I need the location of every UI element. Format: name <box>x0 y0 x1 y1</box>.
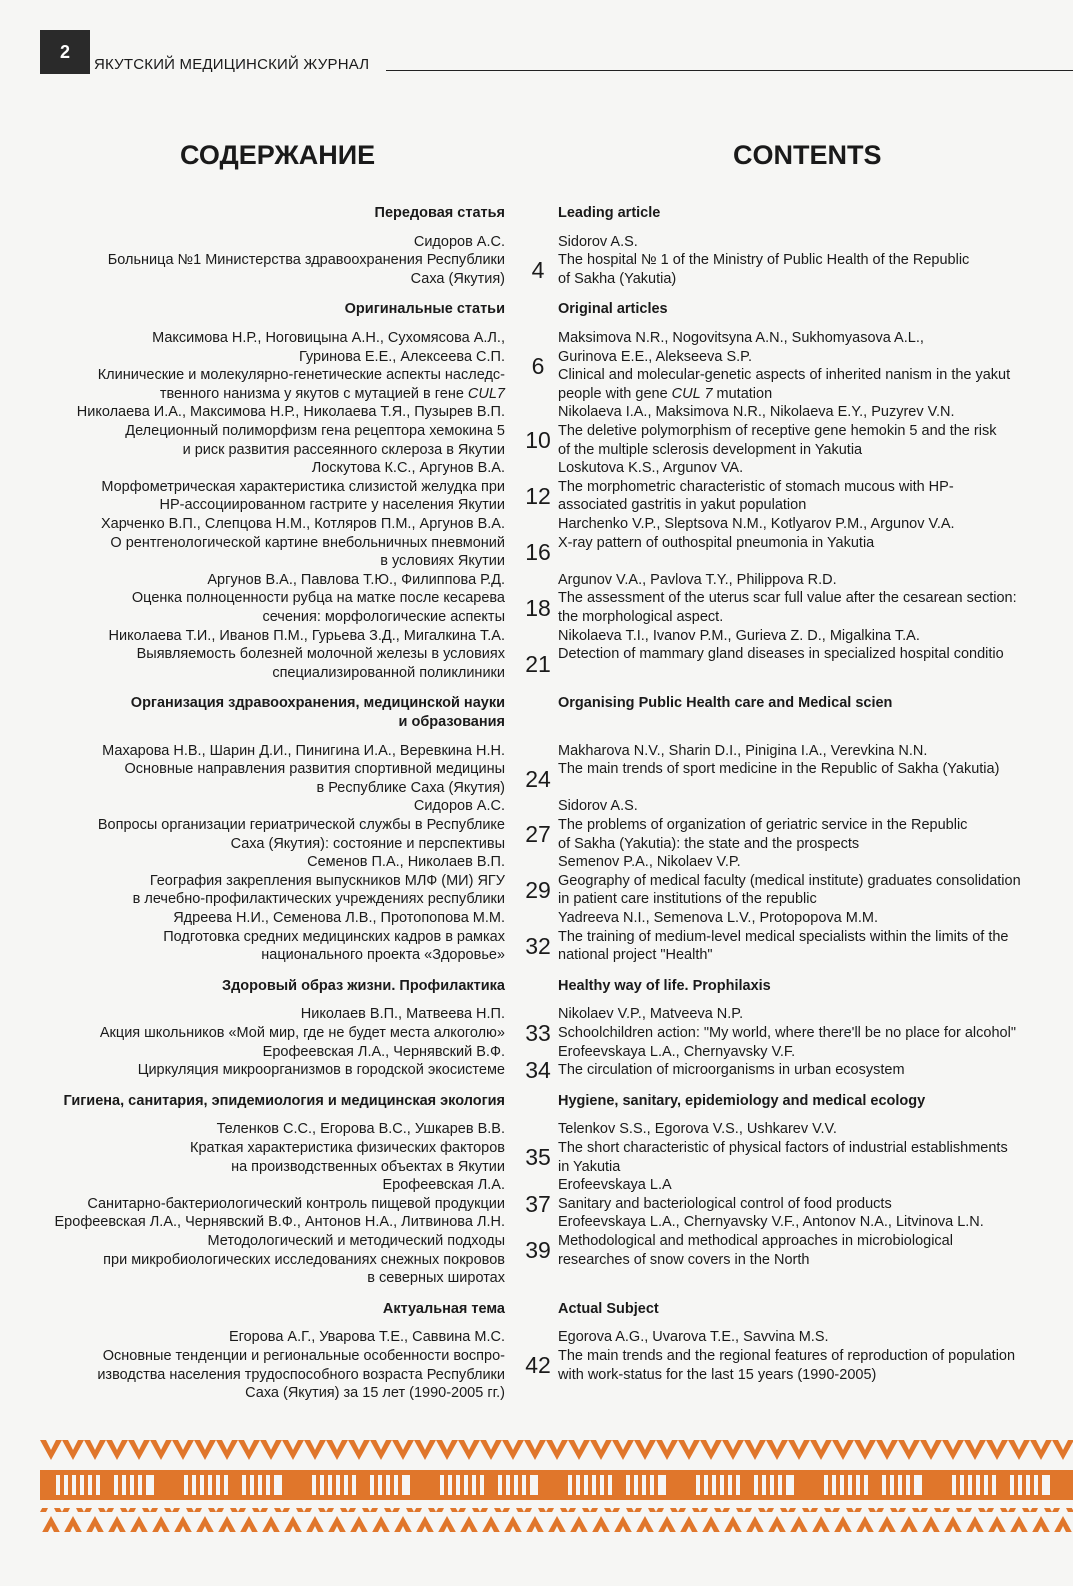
section-title-ru: Здоровый образ жизни. Профилактика <box>222 977 505 994</box>
entry-title-en: Methodological and methodical approaches in microbiological <box>558 1233 953 1249</box>
header-rule <box>386 70 1073 71</box>
entry-authors-en: Erofeevskaya L.A <box>558 1177 672 1194</box>
entry-authors-ru: Николаева Т.И., Иванов П.М., Гурьева З.Д., Мигалкина Т.А. <box>108 627 505 644</box>
entry-authors-en: Loskutova K.S., Argunov VA. <box>558 460 744 477</box>
gene-name: CUL7 <box>467 385 505 402</box>
entry-title-en: associated gastritis in yakut population <box>558 497 807 514</box>
entry-title-ru: НР-ассоциированном гастрите у населения Якутии <box>159 497 505 514</box>
entry-title-en: The main trends and the regional features of reproduction of population <box>558 1348 1016 1364</box>
entry-authors-ru: Сидоров А.С. <box>413 233 505 250</box>
entry-title-ru: Методологический и методический подходы <box>207 1233 505 1249</box>
entry-authors-ru: Николаева И.А., Максимова Н.Р., Николаева Т.Я., Пузырев В.П. <box>76 404 505 421</box>
entry-title-en: The circulation of microorganisms in urban ecosystem <box>558 1062 905 1079</box>
section-title-en: Organising Public Health care and Medical scien <box>558 695 893 712</box>
page-number-ref: 37 <box>525 1190 551 1217</box>
section-title-en: Healthy way of life. Prophilaxis <box>558 977 771 994</box>
entry-title-ru: при микробиологических исследованиях снежных покровов <box>103 1251 505 1268</box>
entry-authors-en: Erofeevskaya L.A., Chernyavsky V.F., Antonov N.A., Litvinova L.N. <box>558 1214 984 1231</box>
entry-title-ru: Делеционный полиморфизм гена рецептора хемокина 5 <box>125 423 505 439</box>
page-number-ref: 35 <box>525 1144 551 1171</box>
entry-authors-ru: Ерофеевская Л.А., Чернявский В.Ф., Антонов Н.А., Литвинова Л.Н. <box>54 1214 505 1231</box>
entry-title-ru: в условиях Якутии <box>380 553 505 570</box>
entry-title-ru: Клинические и молекулярно-генетические аспекты наследс- <box>97 367 505 384</box>
entry-authors-en: Sidorov A.S. <box>558 233 638 250</box>
entry-authors-ru: Ядреева Н.И., Семенова Л.В., Протопопова М.М. <box>173 910 505 926</box>
entry-authors-ru: Ерофеевская Л.А. <box>382 1177 505 1194</box>
page-number-ref: 42 <box>525 1352 551 1379</box>
entry-title-ru: и риск развития рассеянного склероза в Якутии <box>182 441 505 458</box>
entry-title-en: The short characteristic of physical factors of industrial establishments <box>558 1140 1008 1156</box>
entry-title-en: researches of snow covers in the North <box>558 1251 810 1268</box>
page-number-ref: 34 <box>525 1057 551 1084</box>
entry-authors-ru: Харченко В.П., Слепцова Н.М., Котляров П.М., Аргунов В.А. <box>100 516 505 532</box>
section-title-ru: Передовая статья <box>374 205 505 221</box>
section-title-ru: Актуальная тема <box>382 1300 505 1317</box>
entry-title-en: of Sakha (Yakutia): the state and the prospects <box>558 835 860 852</box>
entry-authors-ru: Аргунов В.А., Павлова Т.Ю., Филиппова Р.Д. <box>207 571 505 588</box>
entry-title-en: Clinical and molecular-genetic aspects of inherited nanism in the yakut <box>558 367 1011 384</box>
entry-title-ru: Саха (Якутия) за 15 лет (1990-2005 гг.) <box>245 1385 505 1402</box>
entry-title-ru: Саха (Якутия): состояние и перспективы <box>230 835 505 852</box>
entry-title-en: Detection of mammary gland diseases in specialized hospital conditio <box>558 646 1004 663</box>
entry-title-ru: в Республике Саха (Якутия) <box>316 779 505 796</box>
entry-authors-ru: Николаев В.П., Матвеева Н.П. <box>300 1006 505 1023</box>
section-title-ru: Организация здравоохранения, медицинской науки <box>130 695 505 712</box>
entry-title-en: Geography of medical faculty (medical institute) graduates consolidation <box>558 872 1021 889</box>
entry-title-ru: Краткая характеристика физических факторов <box>190 1140 505 1156</box>
entry-title-en: The training of medium-level medical specialists within the limits of the <box>558 928 1009 945</box>
entry-title-en: of Sakha (Yakutia) <box>558 270 677 287</box>
entry-authors-ru: Теленков С.С., Егорова В.С., Ушкарев В.В. <box>216 1121 505 1138</box>
entry-authors-ru: Сидоров А.С. <box>413 798 505 815</box>
gene-name: CUL 7 <box>671 385 713 402</box>
entry-title-ru: изводства населения трудоспособного возраста Республики <box>97 1366 505 1383</box>
contents-heading-en: CONTENTS <box>733 140 882 170</box>
section-title-en: Actual Subject <box>558 1300 659 1317</box>
entry-title-ru: сечения: морфологические аспекты <box>262 609 505 625</box>
ornament-zigzag-bottom <box>40 1508 1073 1532</box>
entry-authors-ru: Ерофеевская Л.А., Чернявский В.Ф. <box>262 1043 505 1060</box>
entry-title-ru: в северных широтах <box>367 1270 505 1287</box>
entry-authors-ru: Семенов П.А., Николаев В.П. <box>307 854 505 871</box>
section-title-en: Hygiene, sanitary, epidemiology and medical ecology <box>558 1092 926 1109</box>
entry-title-ru: Саха (Якутия) <box>410 270 505 287</box>
page-number-ref: 39 <box>525 1237 551 1264</box>
page-number-ref: 24 <box>525 765 551 792</box>
entry-title-en: people with gene CUL 7 mutation <box>558 385 773 402</box>
entry-title-en: of the multiple sclerosis development in Yakutia <box>558 441 863 458</box>
journal-title: ЯКУТСКИЙ МЕДИЦИНСКИЙ ЖУРНАЛ <box>94 56 370 73</box>
entry-authors-en: Yadreeva N.I., Semenova L.V., Protopopova M.M. <box>558 910 878 926</box>
entry-title-ru: Больница №1 Министерства здравоохранения Республики <box>107 252 505 269</box>
entry-authors-en: Erofeevskaya L.A., Chernyavsky V.F. <box>558 1043 796 1060</box>
entry-title-ru: Оценка полноценности рубца на матке после кесарева <box>131 590 505 607</box>
page-header <box>40 30 1073 80</box>
entry-authors-en: Telenkov S.S., Egorova V.S., Ushkarev V.V. <box>558 1121 837 1138</box>
entry-title-ru: специализированной поликлиники <box>272 664 505 681</box>
entry-authors-en: Nikolaev V.P., Matveeva N.P. <box>558 1006 744 1023</box>
entry-title-en: with work-status for the last 15 years (1990-2005) <box>558 1366 877 1383</box>
page-number-ref: 16 <box>525 538 551 565</box>
section-title-en: Leading article <box>558 205 661 221</box>
entry-title-ru: Основные направления развития спортивной медицины <box>124 761 505 778</box>
section-title-en: Original articles <box>558 301 668 318</box>
page-number-ref: 4 <box>531 256 545 283</box>
contents-heading-ru: СОДЕРЖАНИЕ <box>180 140 376 170</box>
entry-title-en: national project "Health" <box>558 947 713 964</box>
entry-title-en: Sanitary and bacteriological control of food products <box>558 1195 892 1212</box>
entry-title-ru: национального проекта «Здоровье» <box>261 947 505 964</box>
entry-title-en: in patient care institutions of the republic <box>558 891 817 908</box>
page-number-ref: 21 <box>525 650 551 677</box>
ornament-bars <box>40 1470 1073 1500</box>
entry-title-en: X-ray pattern of outhospital pneumonia in Yakutia <box>558 534 875 551</box>
entry-authors-ru: Лоскутова К.С., Аргунов В.А. <box>311 460 505 477</box>
entry-title-en: The deletive polymorphism of receptive gene hemokin 5 and the risk <box>558 423 997 439</box>
entry-title-en: The morphometric characteristic of stomach mucous with HP- <box>558 478 954 495</box>
entry-authors-en: Makharova N.V., Sharin D.I., Pinigina I.A., Verevkina N.N. <box>558 742 928 759</box>
entry-title-en: The main trends of sport medicine in the Republic of Sakha (Yakutia) <box>558 761 1000 778</box>
entry-title-en: The hospital № 1 of the Ministry of Public Health of the Republic <box>558 252 970 269</box>
entry-title-ru: Циркуляция микроорганизмов в городской экосистеме <box>137 1062 505 1079</box>
entry-title-en: The problems of organization of geriatric service in the Republic <box>558 817 968 833</box>
entry-title-en: Gurinova E.E., Alekseeva S.P. <box>558 348 752 365</box>
page-number-ref: 12 <box>525 483 551 510</box>
page-number-ref: 10 <box>525 427 551 454</box>
page-number-ref: 32 <box>525 932 551 959</box>
entry-authors-en: Nikolaeva I.A., Maksimova N.R., Nikolaeva E.Y., Puzyrev V.N. <box>558 404 955 421</box>
entry-title-en: The assessment of the uterus scar full value after the cesarean section: <box>558 590 1017 607</box>
entry-title-ru: Гуринова Е.Е., Алексеева С.П. <box>299 348 505 365</box>
entry-authors-ru: Егорова А.Г., Уварова Т.Е., Саввина М.С. <box>228 1329 505 1346</box>
entry-authors-en: Harchenko V.P., Sleptsova N.M., Kotlyarov P.M., Argunov V.A. <box>558 516 955 532</box>
entry-title-ru: Санитарно-бактериологический контроль пищевой продукции <box>87 1195 505 1212</box>
page-number: 2 <box>40 30 90 74</box>
entry-title-ru: Морфометрическая характеристика слизистой желудка при <box>101 478 505 495</box>
page-number-ref: 33 <box>525 1020 551 1046</box>
ornament-border <box>40 1440 1073 1538</box>
page-number-ref: 27 <box>525 821 551 848</box>
entry-authors-en: Sidorov A.S. <box>558 798 638 815</box>
entry-title-ru: на производственных объектах в Якутии <box>231 1158 505 1175</box>
entry-title-ru: Основные тенденции и региональные особенности воспро- <box>102 1348 505 1364</box>
entry-title-ru: Акция школьников «Мой мир, где не будет места алкоголю» <box>99 1025 505 1041</box>
entry-title-ru: Выявляемость болезней молочной железы в условиях <box>136 646 505 663</box>
entry-title-ru: География закрепления выпускников МЛФ (МИ) ЯГУ <box>149 872 505 889</box>
entry-authors-en: Nikolaeva T.I., Ivanov P.M., Gurieva Z. D., Migalkina T.A. <box>558 627 920 644</box>
entry-title-en: in Yakutia <box>558 1158 621 1175</box>
entry-title-ru: твенного нанизма у якутов с мутацией в гене CUL7 <box>159 385 505 402</box>
entry-title-ru: в лечебно-профилактических учреждениях республики <box>132 891 505 908</box>
entry-authors-en: Argunov V.A., Pavlova T.Y., Philippova R.D. <box>558 571 837 588</box>
section-title-ru: Гигиена, санитария, эпидемиология и медицинская экология <box>63 1092 505 1109</box>
entry-authors-en: Egorova A.G., Uvarova T.E., Savvina M.S. <box>558 1329 829 1346</box>
page-number-ref: 18 <box>525 594 551 621</box>
page-number-ref: 29 <box>525 877 551 904</box>
entry-title-en: the morphological aspect. <box>558 609 724 625</box>
entry-authors-ru: Махарова Н.В., Шарин Д.И., Пинигина И.А., Веревкина Н.Н. <box>102 742 505 759</box>
entry-authors-ru: Максимова Н.Р., Ноговицына А.Н., Сухомясова А.Л., <box>152 330 505 346</box>
entry-authors-en: Semenov P.A., Nikolaev V.P. <box>558 854 741 871</box>
entry-authors-en: Maksimova N.R., Nogovitsyna A.N., Sukhomyasova A.L., <box>558 330 924 346</box>
ornament-zigzag-top <box>40 1440 1073 1464</box>
entry-title-ru: Подготовка средних медицинских кадров в рамках <box>163 928 505 945</box>
section-title-ru: Оригинальные статьи <box>344 301 505 318</box>
section-title-ru: и образования <box>398 714 505 730</box>
entry-title-ru: Вопросы организации гериатрической службы в Республике <box>97 817 505 833</box>
entry-title-ru: О рентгенологической картине внебольничных пневмоний <box>110 534 505 551</box>
page-number-ref: 6 <box>531 352 545 379</box>
entry-title-en: Schoolchildren action: "My world, where there'll be no place for alcohol" <box>558 1025 1016 1041</box>
